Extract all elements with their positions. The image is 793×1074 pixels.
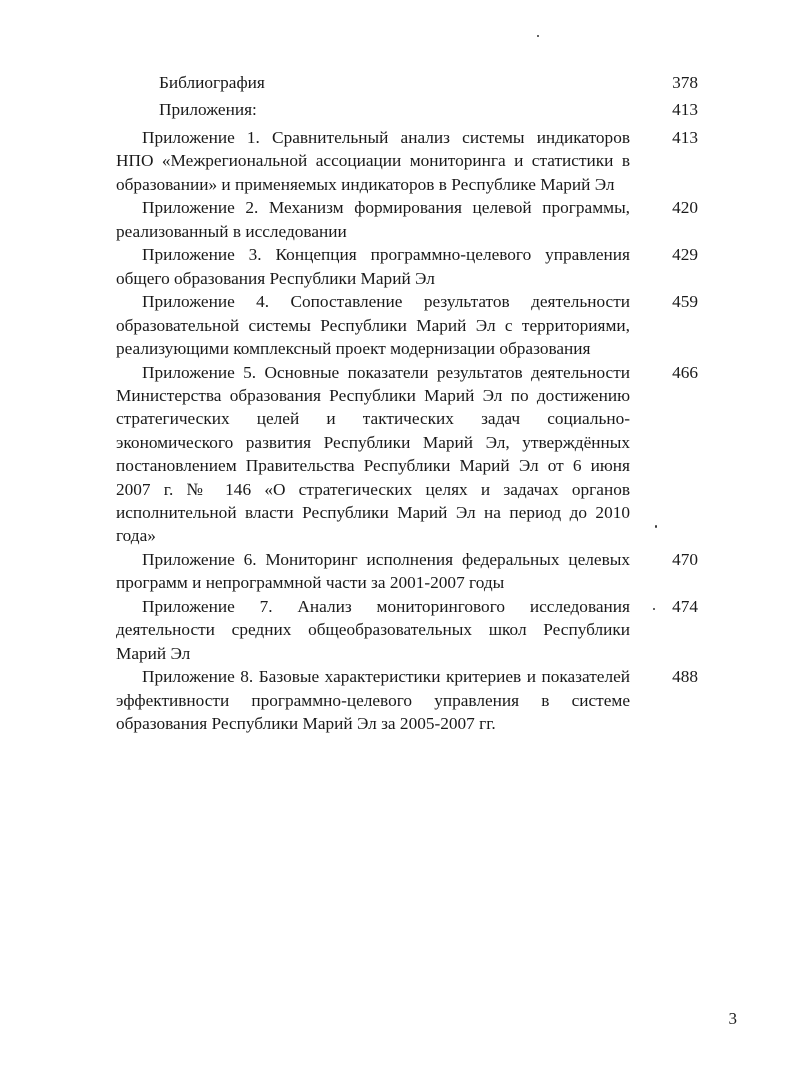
- toc-entry-page: 470: [672, 550, 698, 570]
- toc-entry-appendix-5: [116, 361, 698, 548]
- toc-entry-appendix-3: [116, 243, 698, 290]
- toc-entry-appendices: [116, 98, 698, 121]
- table-of-contents: [116, 71, 698, 736]
- toc-entry-page: 429: [672, 245, 698, 265]
- toc-entry-title: Приложение 4. Сопоставление результатов деятельности образовательной системы Республики Марий Эл с территориями, реализующими комплексный проект модернизации образования: [116, 292, 630, 359]
- toc-entry-title: Приложение 3. Концепция программно-целевого управления общего образования Республики Марий Эл: [116, 245, 630, 288]
- toc-entry-appendix-2: [116, 196, 698, 243]
- toc-entry-title: Приложение 8. Базовые характеристики критериев и показателей эффективности программно-целевого управления в системе образования Республики Марий Эл за 2005-2007 гг.: [116, 667, 630, 734]
- toc-entry-page: 413: [672, 127, 698, 147]
- toc-entry-page: 420: [672, 198, 698, 218]
- toc-entry-title: Приложение 2. Механизм формирования целевой программы, реализованный в исследовании: [116, 198, 630, 241]
- toc-entry-page: 459: [672, 292, 698, 312]
- toc-entry-page: 474: [672, 597, 698, 617]
- toc-entry-appendix-7: [116, 595, 698, 665]
- toc-entry-page: 466: [672, 362, 698, 382]
- toc-entry-appendix-4: [116, 290, 698, 360]
- toc-entry-page: 413: [672, 100, 698, 120]
- toc-entry-title: Приложение 5. Основные показатели результатов деятельности Министерства образования Республики Марий Эл по достижению стратегических целей и тактических задач социально-экономического развития Республики Марий Эл, утверждённых постановлением Правительства Республики Марий Эл от 6 июня 2007 г. № 146 «О стратегических целях и задачах органов исполнительной власти Республики Марий Эл на период до 2010 года»: [116, 362, 630, 546]
- scan-speck: [537, 35, 539, 37]
- toc-entry-title: Приложение 7. Анализ мониторингового исследования деятельности средних общеобразовательных школ Республики Марий Эл: [116, 597, 630, 663]
- toc-entry-appendix-1: [116, 126, 698, 196]
- page-number: 3: [728, 1009, 737, 1028]
- toc-entry-title: Приложение 1. Сравнительный анализ системы индикаторов НПО «Межрегиональной ассоциации мониторинга и статистики в образовании» и применяемых индикаторов в Республике Марий Эл: [116, 127, 630, 194]
- toc-entry-bibliography: [116, 71, 698, 94]
- toc-entry-appendix-6: [116, 548, 698, 595]
- toc-entry-title: Библиография: [159, 73, 265, 92]
- toc-entry-page: 378: [672, 73, 698, 92]
- toc-entry-title: Приложения:: [159, 100, 257, 120]
- toc-entry-page: 488: [672, 667, 698, 687]
- toc-entry-appendix-8: [116, 665, 698, 735]
- toc-entry-title: Приложение 6. Мониторинг исполнения федеральных целевых программ и непрограммной части за 2001-2007 годы: [116, 550, 630, 593]
